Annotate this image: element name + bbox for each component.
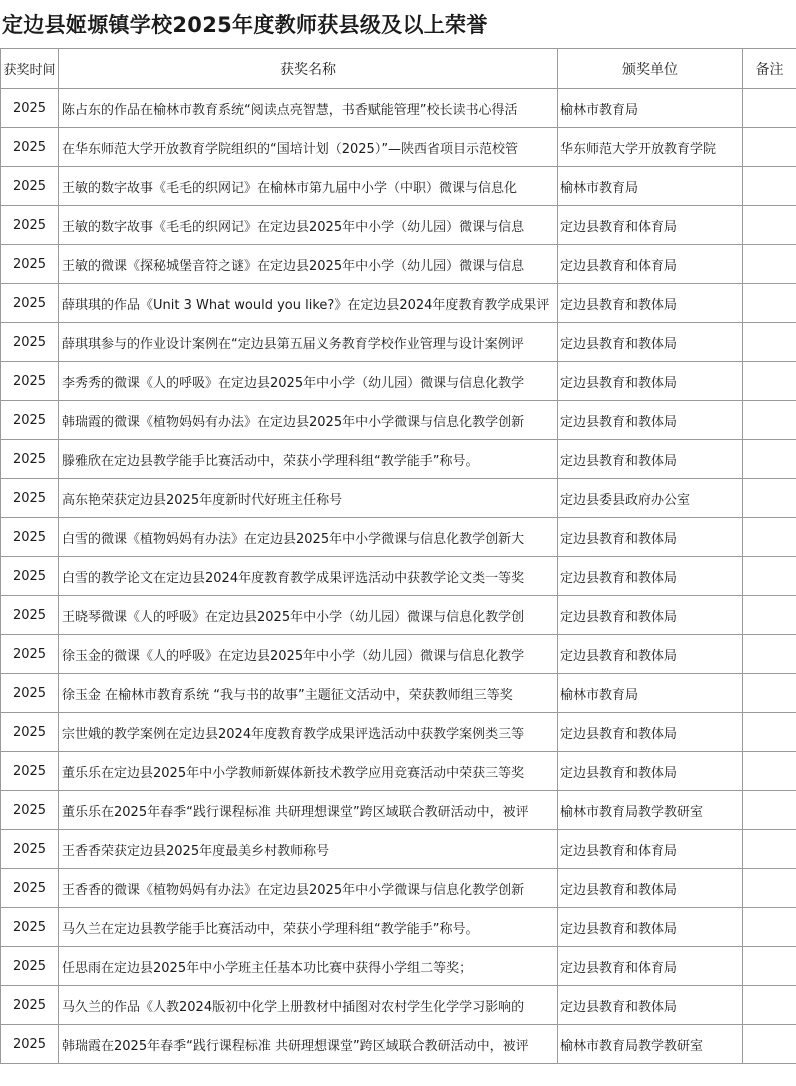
header-row	[1, 49, 796, 89]
table-row	[1, 128, 796, 167]
cell-issuing-unit	[558, 869, 743, 908]
cell-remarks	[743, 1025, 796, 1064]
cell-award-time	[1, 206, 59, 245]
table-row	[1, 596, 796, 635]
cell-award-name	[59, 674, 558, 713]
cell-award-name-text: 任思雨在定边县2025年中小学班主任基本功比赛中获得小学组二等奖；	[62, 960, 473, 976]
cell-issuing-unit	[558, 1025, 743, 1064]
cell-award-name-text: 马久兰在定边县教学能手比赛活动中，荣获小学理科组“教学能手”称号。	[62, 921, 479, 937]
cell-award-time	[1, 401, 59, 440]
cell-issuing-unit-text: 定边县教育和教体局	[560, 765, 678, 781]
cell-issuing-unit	[558, 479, 743, 518]
cell-award-time	[1, 284, 59, 323]
cell-remarks	[743, 401, 796, 440]
cell-issuing-unit-text: 定边县教育和教体局	[560, 531, 678, 547]
table-row	[1, 284, 796, 323]
cell-issuing-unit-text: 定边县教育和体育局	[560, 258, 678, 274]
table-row	[1, 518, 796, 557]
cell-remarks	[743, 674, 796, 713]
cell-issuing-unit	[558, 284, 743, 323]
cell-issuing-unit-text: 华东师范大学开放教育学院	[560, 141, 717, 157]
cell-award-time	[1, 557, 59, 596]
page-title: 定边县姬塬镇学校2025年度教师获县级及以上荣誉	[2, 13, 488, 37]
cell-award-time-text: 2025	[12, 451, 47, 467]
cell-remarks	[743, 362, 796, 401]
cell-award-time-text: 2025	[12, 763, 47, 779]
cell-award-name	[59, 128, 558, 167]
cell-award-time-text: 2025	[12, 919, 47, 935]
cell-award-time	[1, 713, 59, 752]
cell-issuing-unit	[558, 401, 743, 440]
title-row	[0, 0, 796, 49]
cell-issuing-unit	[558, 206, 743, 245]
cell-award-time-text: 2025	[12, 958, 47, 974]
table-row	[1, 1025, 796, 1064]
table-row	[1, 206, 796, 245]
cell-award-name	[59, 401, 558, 440]
cell-award-name	[59, 323, 558, 362]
cell-issuing-unit	[558, 89, 743, 128]
cell-issuing-unit-text: 定边县教育和教体局	[560, 726, 678, 742]
cell-issuing-unit-text: 定边县委县政府办公室	[560, 492, 691, 508]
cell-award-name-text: 徐玉金的微课《人的呼吸》在定边县2025年中小学（幼儿园）微课与信息化教学	[62, 648, 525, 664]
table-row	[1, 401, 796, 440]
table-row	[1, 89, 796, 128]
cell-issuing-unit-text: 定边县教育和教体局	[560, 414, 678, 430]
cell-issuing-unit	[558, 635, 743, 674]
cell-award-time	[1, 1025, 59, 1064]
cell-award-name-text: 王晓琴微课《人的呼吸》在定边县2025年中小学（幼儿园）微课与信息化教学创	[62, 609, 525, 625]
table-row	[1, 869, 796, 908]
cell-award-time	[1, 167, 59, 206]
header-remarks: 备注	[743, 49, 796, 89]
cell-issuing-unit	[558, 908, 743, 947]
cell-remarks	[743, 596, 796, 635]
cell-issuing-unit-text: 定边县教育和教体局	[560, 453, 678, 469]
cell-issuing-unit-text: 定边县教育和教体局	[560, 648, 678, 664]
cell-remarks	[743, 752, 796, 791]
cell-issuing-unit	[558, 752, 743, 791]
cell-issuing-unit-text: 榆林市教育局	[560, 687, 639, 703]
cell-remarks	[743, 167, 796, 206]
cell-award-time-text: 2025	[12, 412, 47, 428]
cell-award-name	[59, 167, 558, 206]
cell-award-time	[1, 89, 59, 128]
table-row	[1, 362, 796, 401]
cell-issuing-unit	[558, 986, 743, 1025]
cell-award-time-text: 2025	[12, 646, 47, 662]
cell-award-time	[1, 674, 59, 713]
cell-remarks	[743, 89, 796, 128]
cell-award-time	[1, 947, 59, 986]
table-row	[1, 791, 796, 830]
cell-issuing-unit	[558, 518, 743, 557]
cell-award-time	[1, 752, 59, 791]
cell-award-time	[1, 518, 59, 557]
cell-issuing-unit	[558, 440, 743, 479]
cell-award-name	[59, 440, 558, 479]
cell-remarks	[743, 245, 796, 284]
cell-issuing-unit	[558, 245, 743, 284]
table-row	[1, 635, 796, 674]
cell-award-name	[59, 791, 558, 830]
table-row	[1, 947, 796, 986]
cell-award-name	[59, 284, 558, 323]
cell-award-time-text: 2025	[12, 256, 47, 272]
cell-award-name-text: 董乐乐在定边县2025年中小学教师新媒体新技术教学应用竞赛活动中荣获三等奖	[62, 765, 525, 781]
table-body	[1, 89, 796, 1064]
cell-remarks	[743, 557, 796, 596]
header-award-name: 获奖名称	[59, 49, 558, 89]
cell-issuing-unit-text: 定边县教育和体育局	[560, 960, 678, 976]
cell-award-name-text: 滕雅欣在定边县教学能手比赛活动中，荣获小学理科组“教学能手”称号。	[62, 453, 479, 469]
cell-award-time	[1, 830, 59, 869]
cell-award-time	[1, 908, 59, 947]
cell-award-name-text: 白雪的微课《植物妈妈有办法》在定边县2025年中小学微课与信息化教学创新大	[62, 531, 525, 547]
cell-issuing-unit-text: 定边县教育和教体局	[560, 609, 678, 625]
cell-award-time-text: 2025	[12, 295, 47, 311]
table-row	[1, 323, 796, 362]
cell-award-name	[59, 362, 558, 401]
cell-award-name	[59, 908, 558, 947]
cell-award-name-text: 徐玉金 在榆林市教育系统 “我与书的故事”主题征文活动中，荣获教师组三等奖	[62, 687, 513, 703]
cell-issuing-unit-text: 定边县教育和体育局	[560, 843, 678, 859]
cell-award-name-text: 王香香的微课《植物妈妈有办法》在定边县2025年中小学微课与信息化教学创新	[62, 882, 525, 898]
cell-award-time-text: 2025	[12, 568, 47, 584]
cell-award-time-text: 2025	[12, 802, 47, 818]
cell-issuing-unit	[558, 674, 743, 713]
cell-award-name	[59, 557, 558, 596]
cell-award-time-text: 2025	[12, 1036, 47, 1052]
cell-award-name-text: 王香香荣获定边县2025年度最美乡村教师称号	[62, 843, 330, 859]
cell-award-name-text: 薛琪琪参与的作业设计案例在“定边县第五届义务教育学校作业管理与设计案例评	[62, 336, 524, 352]
cell-remarks	[743, 128, 796, 167]
cell-award-time-text: 2025	[12, 334, 47, 350]
cell-award-name	[59, 869, 558, 908]
cell-award-name	[59, 947, 558, 986]
table-row	[1, 674, 796, 713]
cell-issuing-unit-text: 榆林市教育局教学教研室	[560, 1038, 704, 1054]
cell-issuing-unit-text: 定边县教育和教体局	[560, 570, 678, 586]
table-row	[1, 752, 796, 791]
cell-award-name-text: 董乐乐在2025年春季“践行课程标准 共研理想课堂”跨区域联合教研活动中，被评	[62, 804, 529, 820]
cell-issuing-unit	[558, 713, 743, 752]
cell-award-name-text: 李秀秀的微课《人的呼吸》在定边县2025年中小学（幼儿园）微课与信息化教学	[62, 375, 525, 391]
cell-award-time-text: 2025	[12, 490, 47, 506]
cell-remarks	[743, 713, 796, 752]
cell-remarks	[743, 830, 796, 869]
cell-award-name	[59, 635, 558, 674]
header-issuing-unit: 颁奖单位	[558, 49, 743, 89]
cell-remarks	[743, 791, 796, 830]
cell-issuing-unit	[558, 128, 743, 167]
cell-award-name-text: 韩瑞霞的微课《植物妈妈有办法》在定边县2025年中小学微课与信息化教学创新	[62, 414, 525, 430]
cell-issuing-unit	[558, 167, 743, 206]
cell-award-name	[59, 1025, 558, 1064]
cell-issuing-unit	[558, 947, 743, 986]
cell-award-name-text: 白雪的教学论文在定边县2024年度教育教学成果评选活动中获教学论文类一等奖	[62, 570, 525, 586]
cell-award-time	[1, 596, 59, 635]
cell-award-name	[59, 596, 558, 635]
cell-award-time	[1, 635, 59, 674]
cell-issuing-unit-text: 定边县教育和教体局	[560, 375, 678, 391]
cell-award-name-text: 薛琪琪的作品《Unit 3 What would you like?》在定边县2024年度教育教学成果评	[62, 297, 550, 313]
table-row	[1, 479, 796, 518]
cell-remarks	[743, 869, 796, 908]
cell-issuing-unit	[558, 362, 743, 401]
cell-award-name-text: 王敏的数字故事《毛毛的织网记》在定边县2025年中小学（幼儿园）微课与信息	[62, 219, 525, 235]
table-row	[1, 245, 796, 284]
cell-award-time-text: 2025	[12, 997, 47, 1013]
cell-award-name-text: 马久兰的作品《人教2024版初中化学上册教材中插图对农村学生化学学习影响的	[62, 999, 525, 1015]
cell-issuing-unit-text: 定边县教育和教体局	[560, 882, 678, 898]
cell-award-time-text: 2025	[12, 880, 47, 896]
cell-remarks	[743, 908, 796, 947]
cell-award-time	[1, 245, 59, 284]
cell-award-time	[1, 440, 59, 479]
cell-issuing-unit-text: 定边县教育和教体局	[560, 297, 678, 313]
cell-issuing-unit	[558, 323, 743, 362]
cell-award-time-text: 2025	[12, 685, 47, 701]
cell-award-name	[59, 479, 558, 518]
cell-award-name	[59, 206, 558, 245]
cell-award-time-text: 2025	[12, 724, 47, 740]
cell-award-time	[1, 791, 59, 830]
cell-remarks	[743, 479, 796, 518]
cell-award-time	[1, 479, 59, 518]
cell-award-name-text: 王敏的数字故事《毛毛的织网记》在榆林市第九届中小学（中职）微课与信息化	[62, 180, 518, 196]
cell-issuing-unit	[558, 596, 743, 635]
cell-award-time-text: 2025	[12, 217, 47, 233]
cell-issuing-unit	[558, 557, 743, 596]
cell-issuing-unit-text: 榆林市教育局	[560, 180, 639, 196]
cell-issuing-unit-text: 定边县教育和教体局	[560, 336, 678, 352]
cell-issuing-unit	[558, 830, 743, 869]
header-award-time: 获奖时间	[1, 49, 59, 89]
cell-remarks	[743, 323, 796, 362]
cell-award-time-text: 2025	[12, 607, 47, 623]
cell-award-name	[59, 713, 558, 752]
cell-remarks	[743, 518, 796, 557]
cell-award-time	[1, 128, 59, 167]
cell-award-time-text: 2025	[12, 841, 47, 857]
table-row	[1, 986, 796, 1025]
cell-award-time-text: 2025	[12, 100, 47, 116]
cell-award-name-text: 王敏的微课《探秘城堡音符之谜》在定边县2025年中小学（幼儿园）微课与信息	[62, 258, 525, 274]
table-row	[1, 440, 796, 479]
cell-award-name	[59, 830, 558, 869]
cell-remarks	[743, 986, 796, 1025]
table-row	[1, 830, 796, 869]
cell-award-time-text: 2025	[12, 529, 47, 545]
cell-award-time	[1, 869, 59, 908]
table-row	[1, 167, 796, 206]
cell-award-name-text: 高东艳荣获定边县2025年度新时代好班主任称号	[62, 492, 343, 508]
cell-remarks	[743, 440, 796, 479]
cell-issuing-unit-text: 定边县教育和教体局	[560, 999, 678, 1015]
cell-award-name-text: 在华东师范大学开放教育学院组织的“国培计划（2025）”—陕西省项目示范校管	[62, 141, 519, 157]
cell-award-time	[1, 986, 59, 1025]
cell-award-name	[59, 89, 558, 128]
cell-remarks	[743, 284, 796, 323]
cell-award-time	[1, 323, 59, 362]
cell-award-name	[59, 752, 558, 791]
cell-remarks	[743, 635, 796, 674]
cell-issuing-unit-text: 定边县教育和体育局	[560, 219, 678, 235]
cell-award-name-text: 韩瑞霞在2025年春季“践行课程标准 共研理想课堂”跨区域联合教研活动中，被评	[62, 1038, 529, 1054]
cell-award-name	[59, 245, 558, 284]
cell-award-time-text: 2025	[12, 139, 47, 155]
cell-issuing-unit-text: 榆林市教育局	[560, 102, 639, 118]
cell-award-time	[1, 362, 59, 401]
cell-award-name	[59, 986, 558, 1025]
cell-remarks	[743, 206, 796, 245]
table-row	[1, 908, 796, 947]
cell-issuing-unit-text: 榆林市教育局教学教研室	[560, 804, 704, 820]
cell-issuing-unit-text: 定边县教育和教体局	[560, 921, 678, 937]
cell-award-time-text: 2025	[12, 373, 47, 389]
honors-table	[0, 48, 796, 1064]
cell-remarks	[743, 947, 796, 986]
cell-award-name-text: 宗世娥的教学案例在定边县2024年度教育教学成果评选活动中获教学案例类三等	[62, 726, 525, 742]
cell-award-time-text: 2025	[12, 178, 47, 194]
table-row	[1, 557, 796, 596]
table-row	[1, 713, 796, 752]
cell-award-name-text: 陈占东的作品在榆林市教育系统“阅读点亮智慧，书香赋能管理”校长读书心得活	[62, 102, 518, 118]
cell-award-name	[59, 518, 558, 557]
cell-issuing-unit	[558, 791, 743, 830]
